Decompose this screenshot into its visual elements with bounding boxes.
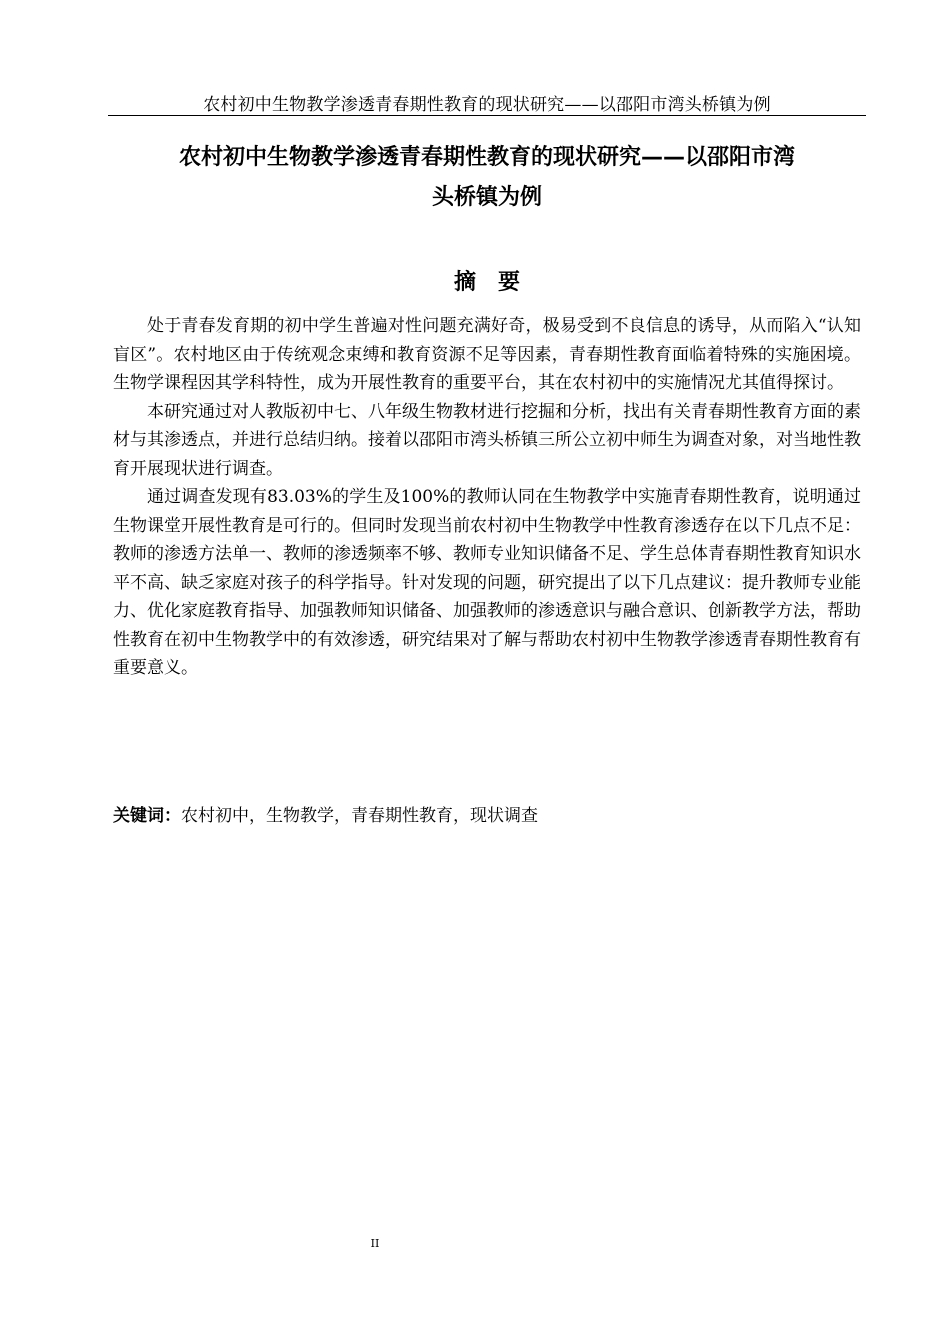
abstract-paragraph-2: 本研究通过对人教版初中七、八年级生物教材进行挖掘和分析，找出有关青春期性教育方面的素材与其渗透点，并进行总结归纳。接着以邵阳市湾头桥镇三所公立初中师生为调查对象，对当地性教育开展现状进行调查。	[113, 401, 861, 479]
page-number: II	[370, 1237, 380, 1250]
abstract-body	[113, 312, 861, 683]
abstract-paragraph-3: 通过调查发现有83.03%的学生及100%的教师认同在生物教学中实施青春期性教育，说明通过生物课堂开展性教育是可行的。但同时发现当前农村初中生物教学中性教育渗透存在以下几点不足：教师的渗透方法单一、教师的渗透频率不够、教师专业知识储备不足、学生总体青春期性教育知识水平不高、缺乏家庭对孩子的科学指导。针对发现的问题，研究提出了以下几点建议：提升教师专业能力、优化家庭教育指导、加强教师知识储备、加强教师的渗透意识与融合意识、创新教学方法，帮助性教育在初中生物教学中的有效渗透，研究结果对了解与帮助农村初中生物教学渗透青春期性教育有重要意义。	[113, 487, 861, 678]
running-header: 农村初中生物教学渗透青春期性教育的现状研究——以邵阳市湾头桥镇为例	[203, 95, 771, 115]
title-line-2: 头桥镇为例	[431, 185, 542, 210]
keywords-label: 关键词：	[113, 806, 181, 826]
title-line-1: 农村初中生物教学渗透青春期性教育的现状研究——以邵阳市湾	[178, 145, 795, 170]
abstract-heading: 摘要	[453, 270, 542, 295]
abstract-paragraph-1: 处于青春发育期的初中学生普遍对性问题充满好奇，极易受到不良信息的诱导，从而陷入“认知盲区”。农村地区由于传统观念束缚和教育资源不足等因素，青春期性教育面临着特殊的实施困境。生物学课程因其学科特性，成为开展性教育的重要平台，其在农村初中的实施情况尤其值得探讨。	[113, 316, 861, 393]
document-title	[108, 138, 866, 218]
keywords-text: 农村初中，生物教学，青春期性教育，现状调查	[181, 806, 538, 826]
keywords-line	[113, 802, 861, 830]
header-divider	[108, 115, 866, 116]
